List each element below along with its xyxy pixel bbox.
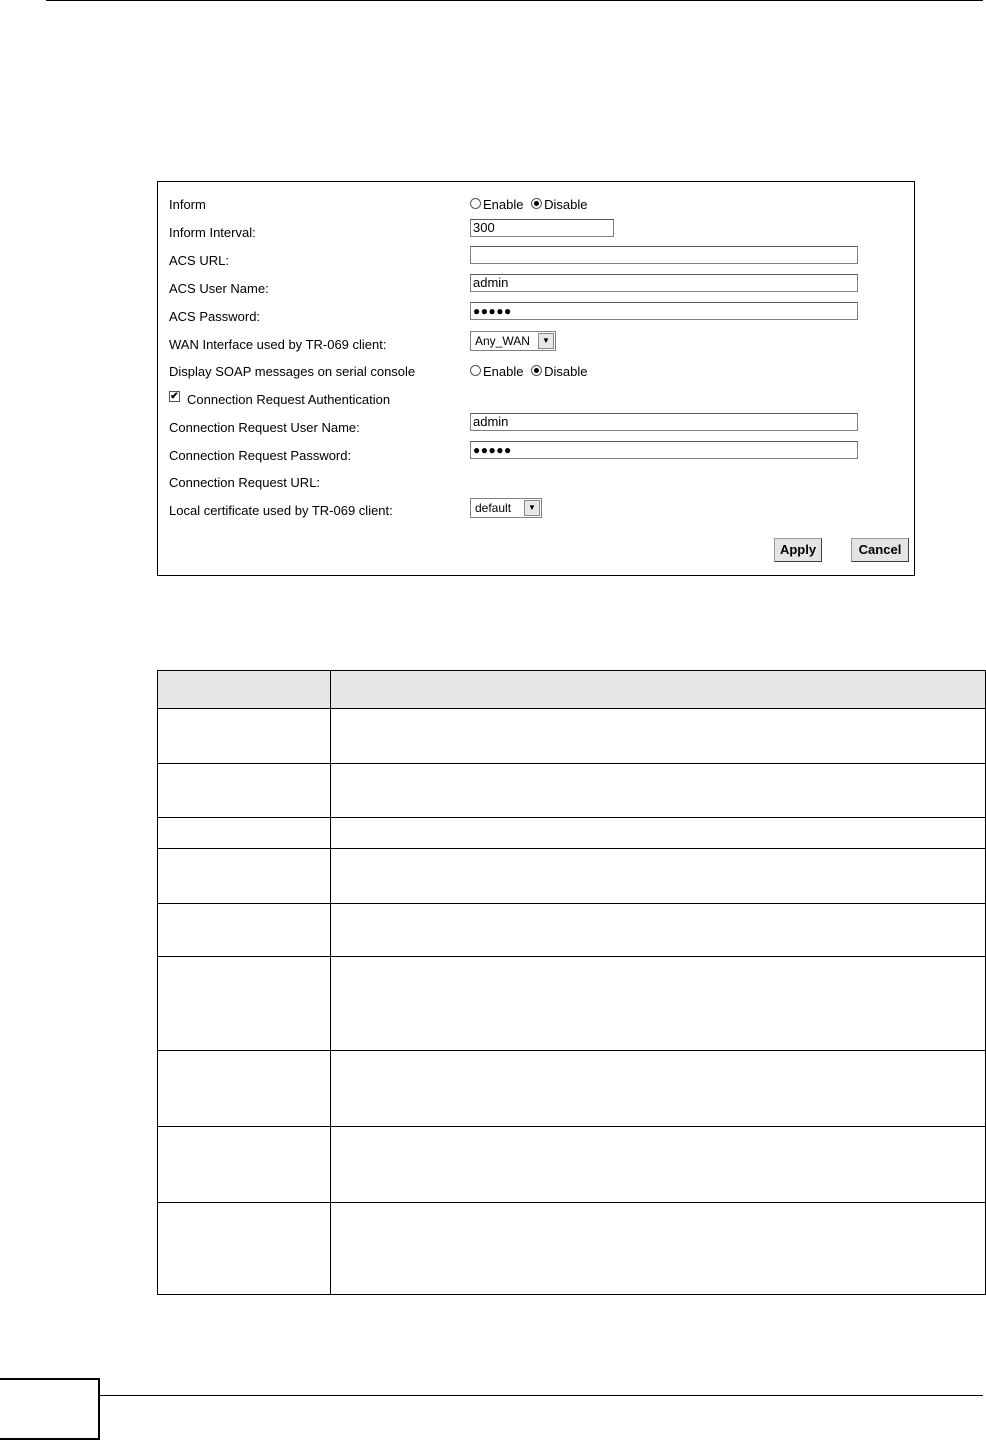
- acs-user-name-label: ACS User Name:: [169, 281, 269, 296]
- apply-button[interactable]: Apply: [774, 538, 822, 562]
- display-soap-enable-label: Enable: [483, 364, 524, 379]
- table-row: [158, 849, 986, 904]
- display-soap-disable-radio[interactable]: [531, 365, 542, 376]
- table-header-cell: [331, 671, 986, 709]
- page-number-box: [0, 1378, 100, 1440]
- inform-interval-label: Inform Interval:: [169, 225, 256, 240]
- wan-interface-select[interactable]: [470, 331, 556, 351]
- acs-url-label: ACS URL:: [169, 253, 229, 268]
- inform-label: Inform: [169, 197, 206, 212]
- inform-radio-group: [470, 197, 587, 212]
- acs-password-input[interactable]: ●●●●●: [470, 302, 858, 320]
- chevron-down-icon[interactable]: ▼: [524, 500, 540, 516]
- local-cert-value: default: [475, 501, 512, 515]
- cancel-button[interactable]: Cancel: [851, 538, 909, 562]
- conn-req-user-name-input[interactable]: admin: [470, 413, 858, 431]
- display-soap-label: Display SOAP messages on serial console: [169, 364, 416, 379]
- acs-password-label: ACS Password:: [169, 309, 261, 324]
- wan-interface-value: Any_WAN: [475, 334, 530, 348]
- conn-req-auth-checkbox[interactable]: [169, 391, 180, 402]
- local-cert-select[interactable]: [470, 498, 542, 518]
- table-row: [158, 1203, 986, 1295]
- table-row: [158, 709, 986, 764]
- local-cert-label: Local certificate used by TR-069 client:: [169, 503, 393, 518]
- inform-enable-label: Enable: [483, 197, 524, 212]
- conn-req-auth-label: Connection Request Authentication: [187, 392, 391, 407]
- checkmark-icon: ✔: [170, 391, 179, 402]
- chevron-down-icon[interactable]: ▼: [538, 333, 554, 349]
- tr069-settings-panel: [157, 181, 915, 576]
- table-row: [158, 764, 986, 818]
- display-soap-disable-label: Disable: [544, 364, 588, 379]
- conn-req-user-name-label: Connection Request User Name:: [169, 420, 360, 435]
- conn-req-password-label: Connection Request Password:: [169, 448, 352, 463]
- field-description-table: [157, 670, 986, 1295]
- display-soap-enable-radio[interactable]: [470, 365, 481, 376]
- footer-rule: [99, 1395, 983, 1396]
- conn-req-password-input[interactable]: ●●●●●: [470, 441, 858, 459]
- table-row: [158, 1127, 986, 1203]
- table-row: [158, 1051, 986, 1127]
- display-soap-radio-group: [470, 364, 587, 379]
- table-row: [158, 818, 986, 849]
- inform-disable-label: Disable: [544, 197, 588, 212]
- inform-disable-radio[interactable]: [531, 198, 542, 209]
- inform-enable-radio[interactable]: [470, 198, 481, 209]
- wan-interface-label: WAN Interface used by TR-069 client:: [169, 337, 387, 352]
- conn-req-url-label: Connection Request URL:: [169, 475, 321, 490]
- inform-interval-input[interactable]: 300: [470, 219, 614, 237]
- table-header-row: [158, 671, 986, 709]
- header-rule: [46, 0, 983, 1]
- acs-user-name-input[interactable]: admin: [470, 274, 858, 292]
- acs-url-input[interactable]: [470, 246, 858, 264]
- table-header-cell: [158, 671, 331, 709]
- table-row: [158, 904, 986, 957]
- table-row: [158, 957, 986, 1051]
